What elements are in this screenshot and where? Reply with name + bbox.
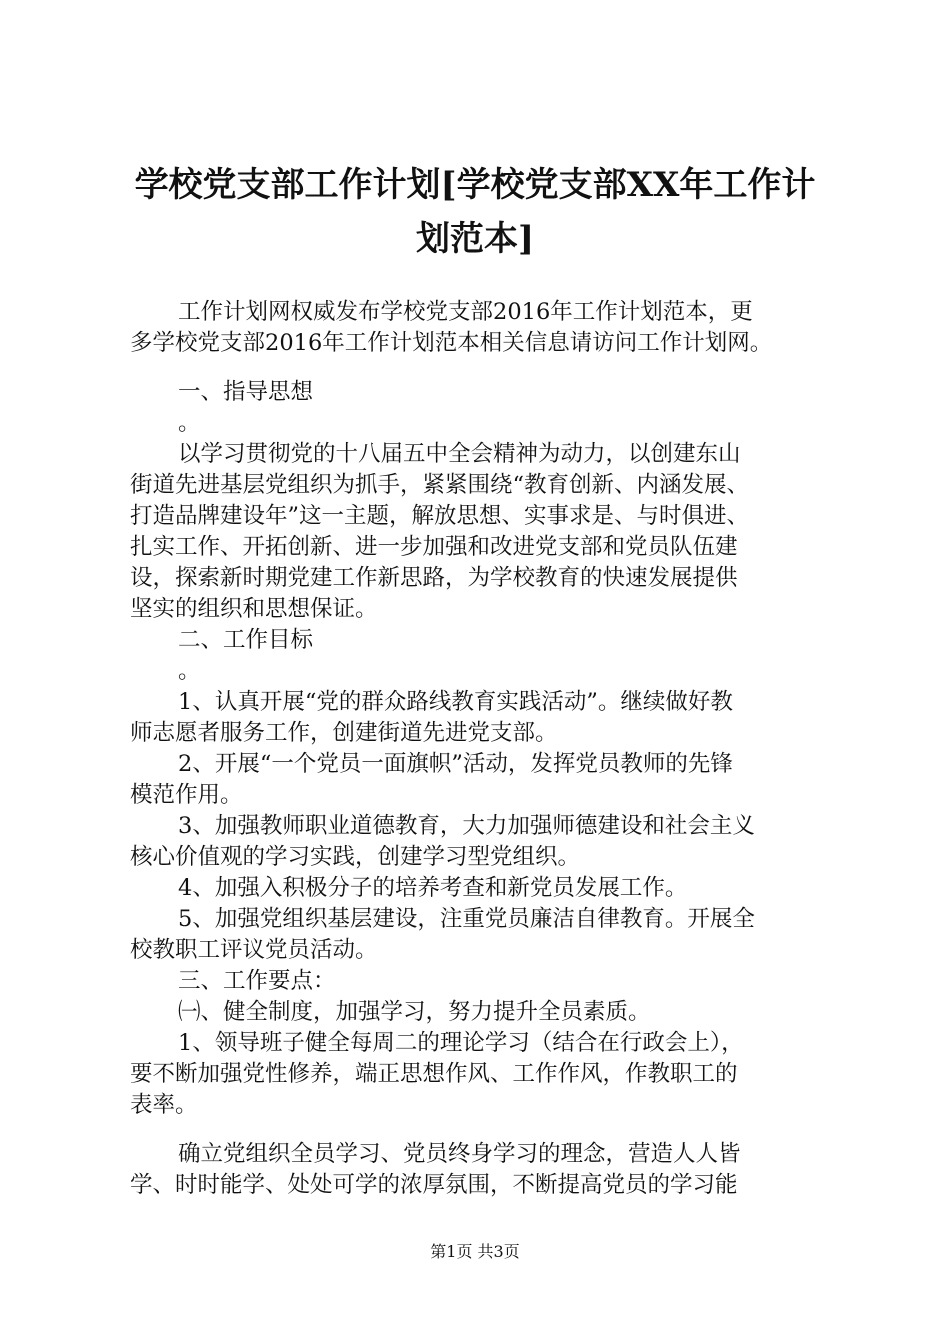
document-title [120,158,830,266]
title-line-2: 划范本] [415,219,535,259]
body-line: 2、开展“一个党员一面旗帜”活动，发挥党员教师的先锋 [178,751,733,777]
body-line: 一、指导思想 [178,379,314,405]
body-line: 学、时时能学、处处可学的浓厚氛围，不断提高党员的学习能 [130,1172,738,1198]
body-line: 要不断加强党性修养，端正思想作风、工作作风，作教职工的 [130,1061,738,1087]
body-line: 扎实工作、开拓创新、进一步加强和改进党支部和党员队伍建 [130,534,738,560]
body-line: 核心价值观的学习实践，创建学习型党组织。 [130,844,581,870]
body-line: 二、工作目标 [178,627,314,653]
body-line: 三、工作要点： [178,968,336,994]
body-line: ㈠、健全制度，加强学习，努力提升全员素质。 [178,999,651,1025]
body-line: 工作计划网权威发布学校党支部2016年工作计划范本，更 [178,299,753,325]
body-line: 表率。 [130,1092,198,1118]
body-line: 1、领导班子健全每周二的理论学习（结合在行政会上）， [178,1030,744,1056]
page-footer: 第1页 共3页 [430,1242,520,1261]
paragraph-gap [130,359,830,377]
body-line: 。 [178,658,201,684]
body-line: 4、加强入积极分子的培养考查和新党员发展工作。 [178,875,688,901]
title-line-1: 学校党支部工作计划[学校党支部XX年工作计 [134,165,816,205]
body-line: 设，探索新时期党建工作新思路，为学校教育的快速发展提供 [130,565,738,591]
body-line: 以学习贯彻党的十八届五中全会精神为动力，以创建东山 [178,441,741,467]
body-line: 师志愿者服务工作，创建街道先进党支部。 [130,720,558,746]
body-line: 坚实的组织和思想保证。 [130,596,378,622]
body-line: 校教职工评议党员活动。 [130,937,378,963]
document-body [130,297,830,1201]
body-line: 确立党组织全员学习、党员终身学习的理念，营造人人皆 [178,1141,741,1167]
body-line: 。 [178,410,201,436]
paragraph-gap [130,1121,830,1139]
body-line: 5、加强党组织基层建设，注重党员廉洁自律教育。开展全 [178,906,755,932]
body-line: 多学校党支部2016年工作计划范本相关信息请访问工作计划网。 [130,330,773,356]
body-line: 模范作用。 [130,782,243,808]
body-line: 街道先进基层党组织为抓手，紧紧围绕“教育创新、内涵发展、 [130,472,750,498]
body-line: 打造品牌建设年”这一主题，解放思想、实事求是、与时俱进、 [130,503,750,529]
body-line: 1、认真开展“党的群众路线教育实践活动”。继续做好教 [178,689,733,715]
body-line: 3、加强教师职业道德教育，大力加强师德建设和社会主义 [178,813,755,839]
